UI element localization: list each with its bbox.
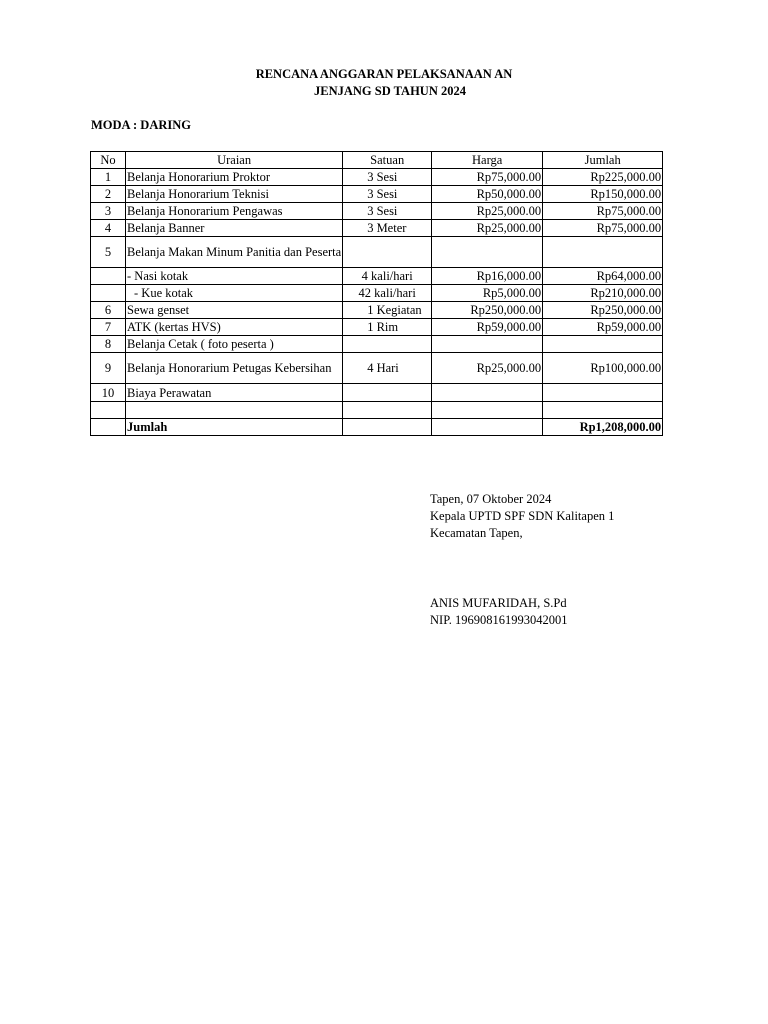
total-row <box>91 419 663 436</box>
column-header-satuan: Satuan <box>343 152 432 169</box>
table-row <box>91 268 663 285</box>
total-harga-cell <box>432 419 543 436</box>
row-no: 5 <box>91 237 126 268</box>
document-subtitle: JENJANG SD TAHUN 2024 <box>314 84 466 98</box>
row-harga <box>432 336 543 353</box>
table-row <box>91 220 663 237</box>
row-no: 4 <box>91 220 126 237</box>
row-harga: Rp25,000.00 <box>432 220 543 237</box>
table-row <box>91 302 663 319</box>
column-header-harga: Harga <box>432 152 543 169</box>
row-harga <box>432 237 543 268</box>
row-jumlah <box>543 384 663 402</box>
row-satuan: 1 Rim <box>343 319 432 336</box>
row-harga: Rp50,000.00 <box>432 186 543 203</box>
row-uraian: Sewa genset <box>126 302 343 319</box>
row-no: 10 <box>91 384 126 402</box>
row-satuan <box>343 402 432 419</box>
column-header-uraian: Uraian <box>126 152 343 169</box>
signature-name: ANIS MUFARIDAH, S.Pd <box>430 596 567 610</box>
row-satuan: 3 Sesi <box>343 186 432 203</box>
row-satuan: 3 Meter <box>343 220 432 237</box>
row-harga: Rp250,000.00 <box>432 302 543 319</box>
signature-nip: NIP. 196908161993042001 <box>430 613 568 627</box>
row-harga <box>432 384 543 402</box>
table-row <box>91 237 663 268</box>
row-jumlah: Rp225,000.00 <box>543 169 663 186</box>
document-title: RENCANA ANGGARAN PELAKSANAAN AN <box>255 67 513 81</box>
row-uraian <box>126 402 343 419</box>
row-uraian: ATK (kertas HVS) <box>126 319 343 336</box>
row-jumlah: Rp75,000.00 <box>543 203 663 220</box>
row-no: 7 <box>91 319 126 336</box>
column-header-no: No <box>91 152 126 169</box>
total-satuan-cell <box>343 419 432 436</box>
row-uraian: Biaya Perawatan <box>126 384 343 402</box>
row-jumlah: Rp250,000.00 <box>543 302 663 319</box>
row-harga: Rp16,000.00 <box>432 268 543 285</box>
total-label: Jumlah <box>126 419 343 436</box>
column-header-jumlah: Jumlah <box>543 152 663 169</box>
row-no <box>91 402 126 419</box>
row-uraian: Belanja Honorarium Teknisi <box>126 186 343 203</box>
row-satuan: 3 Sesi <box>343 169 432 186</box>
row-satuan <box>343 237 432 268</box>
signature-place-date: Tapen, 07 Oktober 2024 <box>430 492 552 506</box>
row-jumlah: Rp210,000.00 <box>543 285 663 302</box>
row-satuan: 4 kali/hari <box>343 268 432 285</box>
row-harga: Rp25,000.00 <box>432 353 543 384</box>
row-jumlah: Rp100,000.00 <box>543 353 663 384</box>
row-jumlah <box>543 237 663 268</box>
row-harga: Rp75,000.00 <box>432 169 543 186</box>
row-harga: Rp59,000.00 <box>432 319 543 336</box>
table-row <box>91 384 663 402</box>
row-harga: Rp5,000.00 <box>432 285 543 302</box>
row-no: 6 <box>91 302 126 319</box>
row-no <box>91 285 126 302</box>
table-row <box>91 203 663 220</box>
row-uraian: - Kue kotak <box>126 285 343 302</box>
row-satuan <box>343 384 432 402</box>
budget-table <box>90 151 663 436</box>
row-harga: Rp25,000.00 <box>432 203 543 220</box>
row-harga <box>432 402 543 419</box>
table-header-row <box>91 152 663 169</box>
row-jumlah: Rp59,000.00 <box>543 319 663 336</box>
row-jumlah: Rp75,000.00 <box>543 220 663 237</box>
table-row <box>91 319 663 336</box>
row-jumlah <box>543 402 663 419</box>
row-no: 8 <box>91 336 126 353</box>
table-row <box>91 285 663 302</box>
table-row <box>91 169 663 186</box>
signature-district: Kecamatan Tapen, <box>430 526 523 540</box>
row-no <box>91 268 126 285</box>
row-uraian: Belanja Honorarium Pengawas <box>126 203 343 220</box>
row-jumlah <box>543 336 663 353</box>
total-value: Rp1,208,000.00 <box>543 419 663 436</box>
table-row <box>91 353 663 384</box>
table-row <box>91 402 663 419</box>
row-uraian: - Nasi kotak <box>126 268 343 285</box>
row-no: 1 <box>91 169 126 186</box>
row-jumlah: Rp64,000.00 <box>543 268 663 285</box>
row-uraian: Belanja Makan Minum Panitia dan Peserta <box>126 237 343 268</box>
total-no-cell <box>91 419 126 436</box>
row-no: 2 <box>91 186 126 203</box>
row-uraian: Belanja Honorarium Proktor <box>126 169 343 186</box>
row-satuan: 1 Kegiatan <box>343 302 432 319</box>
row-no: 9 <box>91 353 126 384</box>
row-uraian: Belanja Honorarium Petugas Kebersihan <box>126 353 343 384</box>
row-satuan: 3 Sesi <box>343 203 432 220</box>
row-uraian: Belanja Banner <box>126 220 343 237</box>
row-jumlah: Rp150,000.00 <box>543 186 663 203</box>
row-satuan <box>343 336 432 353</box>
moda-label: MODA : DARING <box>91 118 191 132</box>
row-satuan: 42 kali/hari <box>343 285 432 302</box>
row-satuan: 4 Hari <box>343 353 432 384</box>
signature-position: Kepala UPTD SPF SDN Kalitapen 1 <box>430 509 615 523</box>
row-no: 3 <box>91 203 126 220</box>
table-row <box>91 336 663 353</box>
table-row <box>91 186 663 203</box>
row-uraian: Belanja Cetak ( foto peserta ) <box>126 336 343 353</box>
